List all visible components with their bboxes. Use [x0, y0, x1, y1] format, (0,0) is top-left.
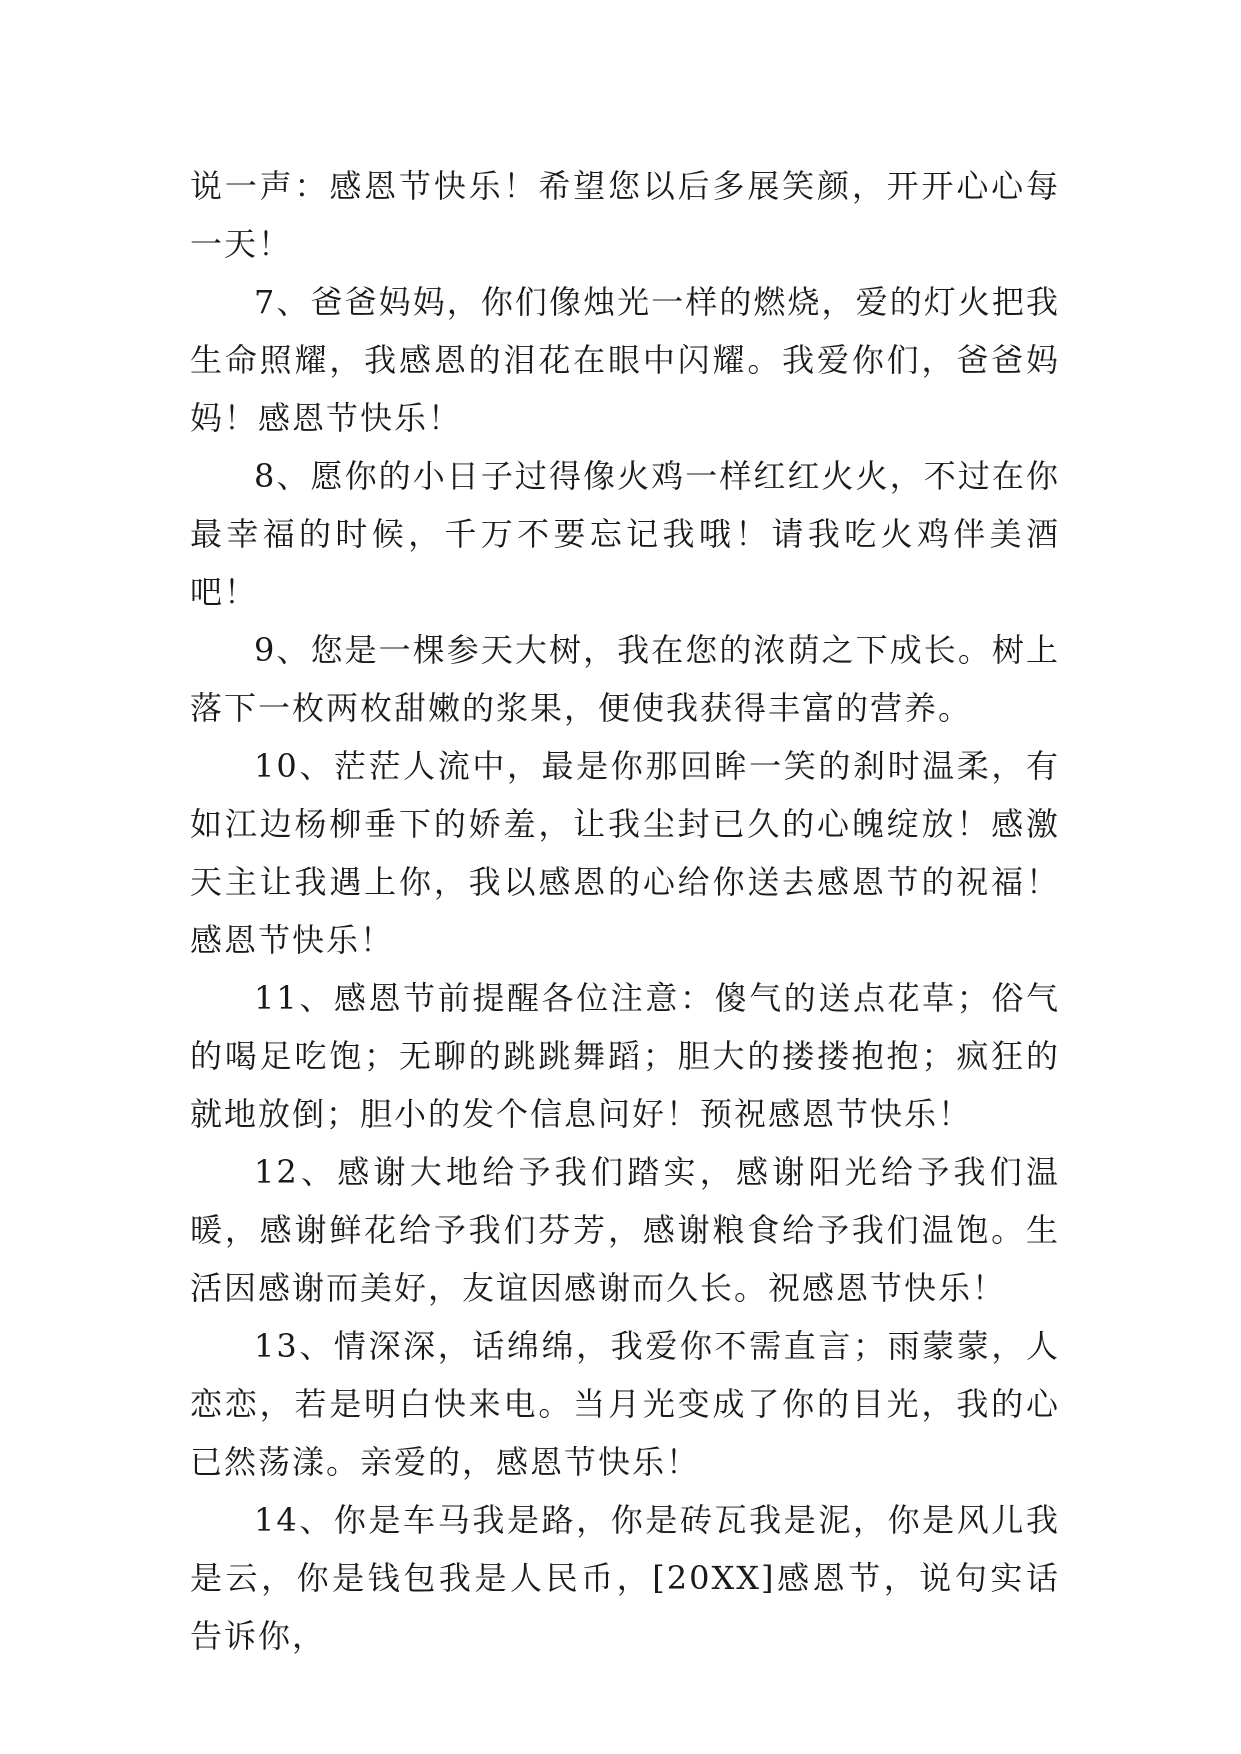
paragraph-8: 8、愿你的小日子过得像火鸡一样红红火火，不过在你最幸福的时候，千万不要忘记我哦！请我吃火鸡伴美酒吧！ [190, 457, 1060, 611]
body-text [190, 157, 1060, 1665]
paragraph-12: 12、感谢大地给予我们踏实，感谢阳光给予我们温暖，感谢鲜花给予我们芬芳，感谢粮食给予我们温饱。生活因感谢而美好，友谊因感谢而久长。祝感恩节快乐！ [190, 1153, 1060, 1307]
paragraph-7: 7、爸爸妈妈，你们像烛光一样的燃烧，爱的灯火把我生命照耀，我感恩的泪花在眼中闪耀。我爱你们，爸爸妈妈！感恩节快乐！ [190, 283, 1060, 437]
paragraph-10: 10、茫茫人流中，最是你那回眸一笑的刹时温柔，有如江边杨柳垂下的娇羞，让我尘封已久的心魄绽放！感激天主让我遇上你，我以感恩的心给你送去感恩节的祝福！感恩节快乐！ [190, 747, 1060, 959]
paragraph-11: 11、感恩节前提醒各位注意：傻气的送点花草；俗气的喝足吃饱；无聊的跳跳舞蹈；胆大的搂搂抱抱；疯狂的就地放倒；胆小的发个信息问好！预祝感恩节快乐！ [190, 979, 1060, 1133]
paragraph-continued: 说一声：感恩节快乐！希望您以后多展笑颜，开开心心每一天！ [190, 167, 1060, 263]
paragraph-13: 13、情深深，话绵绵，我爱你不需直言；雨蒙蒙，人恋恋，若是明白快来电。当月光变成了你的目光，我的心已然荡漾。亲爱的，感恩节快乐！ [190, 1327, 1060, 1481]
paragraph-14: 14、你是车马我是路，你是砖瓦我是泥，你是风儿我是云，你是钱包我是人民币，[20XX]感恩节，说句实话告诉你， [190, 1501, 1060, 1655]
paragraph-9: 9、您是一棵参天大树，我在您的浓荫之下成长。树上落下一枚两枚甜嫩的浆果，便使我获得丰富的营养。 [190, 631, 1060, 727]
